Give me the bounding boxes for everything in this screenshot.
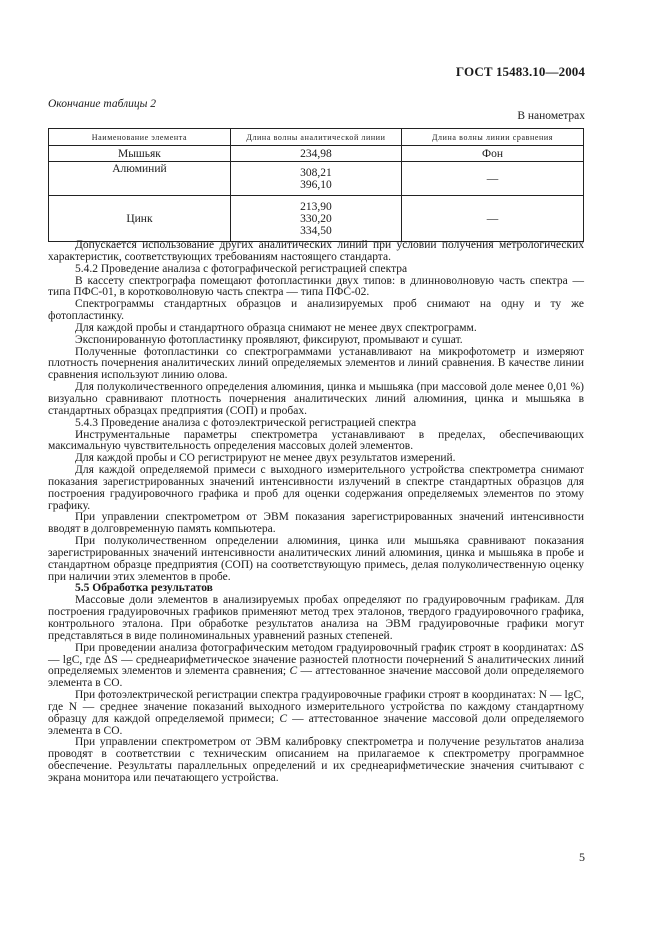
analytic-wavelength-cell: 308,21 396,10 bbox=[230, 162, 401, 196]
paragraph: Спектрограммы стандартных образцов и анализируемых проб снимают на одну и ту же фотопластинку. bbox=[48, 298, 584, 323]
table-row bbox=[49, 162, 584, 196]
table-caption: Окончание таблицы 2 bbox=[48, 98, 156, 110]
paragraph: При управлении спектрометром от ЭВМ показания зарегистрированных значений интенсивности вводят в долговременную память компьютера. bbox=[48, 511, 584, 536]
element-name-cell: Алюминий bbox=[49, 162, 231, 196]
table-units: В нанометрах bbox=[517, 110, 585, 122]
column-header: Наименование элемента bbox=[49, 129, 231, 146]
analytic-wavelength-cell: 234,98 bbox=[230, 146, 401, 162]
table-row bbox=[49, 196, 584, 242]
paragraph: Для каждой определяемой примеси с выходного измерительного устройства спектрометра снимают показания зарегистрированных значений интенсивности излучений в спектре стандартных образцов для построения градуировочного графика и проб для оценки содержания определяемых элементов по этому графику. bbox=[48, 464, 584, 512]
formula-symbol: C bbox=[289, 665, 298, 678]
paragraph-part: При проведении анализа фотографическим методом градуировочный график строят в координатах: ΔS — lgC, где ΔS — среднеарифметическое значение разностей плотности почернений S аналитических линий определяемых элементов и элемента сравнения; bbox=[48, 641, 584, 678]
table-row bbox=[49, 146, 584, 162]
paragraph: Допускается использование других аналитических линий при условии получения метрологических характеристик, соответствующих требованиям настоящего стандарта. bbox=[48, 239, 584, 263]
element-name-cell: Цинк bbox=[49, 196, 231, 242]
comparison-wavelength-cell: — bbox=[402, 196, 584, 242]
paragraph: Полученные фотопластинки со спектрограммами устанавливают на микрофотометр и измеряют плотность почернения аналитических линий определяемых элементов и линий сравнения. В качестве линии сравнения используют линию олова. bbox=[48, 345, 584, 382]
paragraph-part: При фотоэлектрической регистрации спектра градуировочные графики строят в координатах: N — lgC, где N — среднее значение показаний выходного измерительного устройства по каждому стандартному образцу для каждой определяемой примеси; bbox=[48, 689, 584, 725]
paragraph: Инструментальные параметры спектрометра устанавливают в пределах, обеспечивающих максимальную чувствительность определения массовых долей элементов. bbox=[48, 428, 584, 453]
paragraph bbox=[48, 643, 584, 690]
section-heading: 5.5 Обработка результатов bbox=[75, 582, 213, 595]
element-name-cell: Мышьяк bbox=[49, 146, 231, 162]
paragraph-part: — аттестованное значение массовой доли определяемого элемента в СО. bbox=[48, 712, 584, 737]
section-heading: 5.4.3 Проведение анализа с фотоэлектрической регистрацией спектра bbox=[75, 416, 417, 429]
paragraph: Для каждой пробы и СО регистрируют не менее двух результатов измерений. bbox=[75, 452, 456, 465]
section-heading: 5.4.2 Проведение анализа с фотографической регистрацией спектра bbox=[75, 262, 408, 275]
formula-symbol: C bbox=[279, 712, 288, 725]
body-text bbox=[48, 240, 584, 785]
column-header: Длина волны линии сравнения bbox=[402, 129, 584, 146]
page-number: 5 bbox=[579, 850, 585, 864]
column-header: Длина волны аналитической линии bbox=[230, 129, 401, 146]
paragraph bbox=[48, 690, 584, 737]
paragraph: Для каждой пробы и стандартного образца снимают не менее двух спектрограмм. bbox=[75, 321, 477, 334]
comparison-wavelength-cell: — bbox=[402, 162, 584, 196]
paragraph-part: — аттестованное значение массовой доли определяемого элемента в СО. bbox=[48, 665, 584, 690]
table-header-row bbox=[49, 129, 584, 146]
paragraph: При управлении спектрометром от ЭВМ калибровку спектрометра и получение результатов анализа проводят в соответствии с техническим описанием на прилагаемое к спектрометру программное обеспечение. Результаты параллельных определений и их среднеарифметические значения считывают с экрана монитора или печатающего устройства. bbox=[48, 736, 584, 784]
paragraph: Для полуколичественного определения алюминия, цинка и мышьяка (при массовой доле менее 0,01 %) визуально сравнивают плотность почернения аналитических линий алюминия, цинка и мышьяка в стандартных образцах предприятия (СОП) и пробах. bbox=[48, 381, 584, 417]
wavelength-table bbox=[48, 128, 584, 242]
analytic-wavelength-cell: 213,90 330,20 334,50 bbox=[230, 196, 401, 242]
paragraph: Экспонированную фотопластинку проявляют, фиксируют, промывают и сушат. bbox=[75, 333, 463, 346]
comparison-wavelength-cell: Фон bbox=[402, 146, 584, 162]
paragraph: Массовые доли элементов в анализируемых пробах определяют по градуировочным графикам. Для построения градуировочных графиков применяют метод трех эталонов, твердого градуировочного графика, контрольного эталона. При обработке результатов анализа на ЭВМ градуировочные графики могут представляться в виде полиноминальных уравнений разных степеней. bbox=[48, 594, 584, 642]
paragraph: При полуколичественном определении алюминия, цинка или мышьяка сравнивают показания зарегистрированных значений интенсивности аналитических линий алюминия, цинка и мышьяка в пробе и стандартном образце предприятия (СОП) на соответствующую примесь, делая полуколичественную оценку при наличии этих элементов в пробе. bbox=[48, 535, 584, 583]
paragraph: В кассету спектрографа помещают фотопластинки двух типов: в длинноволновую часть спектра — типа ПФС-01, в коротковолновую часть спектра — типа ПФС-02. bbox=[48, 274, 584, 299]
document-header: ГОСТ 15483.10—2004 bbox=[455, 64, 585, 79]
